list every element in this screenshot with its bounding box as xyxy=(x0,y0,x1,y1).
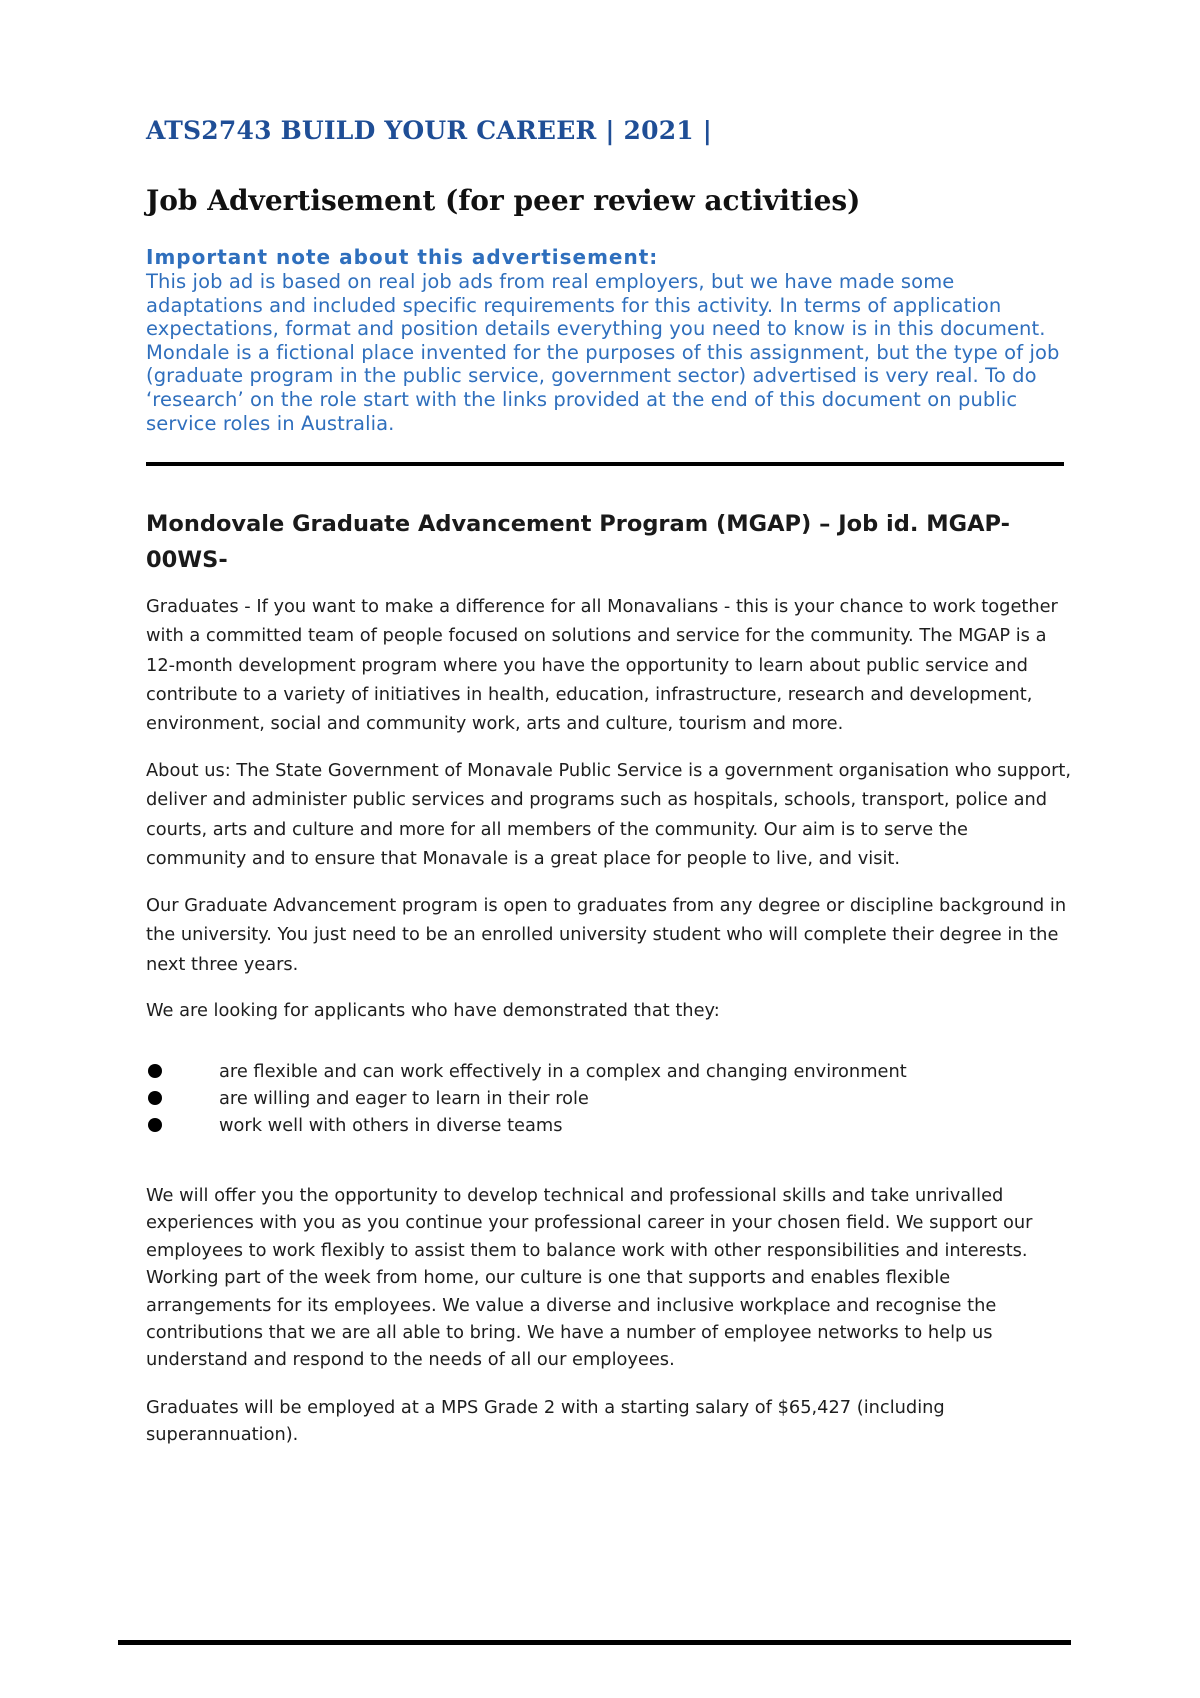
document-title: Job Advertisement (for peer review activities) xyxy=(146,184,861,217)
looking-for-paragraph: We are looking for applicants who have demonstrated that they: xyxy=(146,1000,720,1021)
note-heading: Important note about this advertisement: xyxy=(146,245,659,269)
salary-paragraph: Graduates will be employed at a MPS Grade 2 with a starting salary of $65,427 (including superannuation). xyxy=(146,1397,945,1446)
bullet-icon xyxy=(148,1064,162,1078)
eligibility-paragraph: Our Graduate Advancement program is open to graduates from any degree or discipline background in the university. You just need to be an enrolled university student who will complete their degree in the next three years. xyxy=(146,895,1067,975)
job-heading: Mondovale Graduate Advancement Program (MGAP) – Job id. MGAP-00WS- xyxy=(146,511,1010,573)
list-item-text: are willing and eager to learn in their role xyxy=(219,1088,589,1109)
important-note xyxy=(146,244,1066,435)
about-us-paragraph: About us: The State Government of Monavale Public Service is a government organisation who support, deliver and administer public services and programs such as hospitals, schools, transport, police and courts, arts and culture and more for all members of the community. Our aim is to serve the community and to ensure that Monavale is a great place for people to live, and visit. xyxy=(146,760,1072,869)
requirements-list xyxy=(146,1058,1046,1139)
list-item xyxy=(146,1112,1046,1139)
list-item-text: work well with others in diverse teams xyxy=(219,1115,563,1136)
offer-paragraph: We will offer you the opportunity to develop technical and professional skills and take unrivalled experiences with you as you continue your professional career in your chosen field. We support our employees to work flexibly to assist them to balance work with other responsibilities and interests. Working part of the week from home, our culture is one that supports and enables flexible arrangements for its employees. We value a diverse and inclusive workplace and recognise the contributions that we are all able to bring. We have a number of employee networks to help us understand and respond to the needs of all our employees. xyxy=(146,1185,1033,1371)
bullet-icon xyxy=(148,1091,162,1105)
course-title: ATS2743 BUILD YOUR CAREER | 2021 | xyxy=(146,116,713,145)
job-intro-paragraph: Graduates - If you want to make a difference for all Monavalians - this is your chance to work together with a committed team of people focused on solutions and service for the community. The MGAP is a 12-month development program where you have the opportunity to learn about public service and contribute to a variety of initiatives in health, education, infrastructure, research and development, environment, social and community work, arts and culture, tourism and more. xyxy=(146,596,1058,735)
list-item xyxy=(146,1058,1046,1085)
list-item xyxy=(146,1085,1046,1112)
bullet-icon xyxy=(148,1118,162,1132)
list-item-text: are flexible and can work effectively in a complex and changing environment xyxy=(219,1061,907,1082)
footer-divider xyxy=(118,1640,1071,1645)
note-body: This job ad is based on real job ads from real employers, but we have made some adaptations and included specific requirements for this activity. In terms of application expectations, format and position details everything you need to know is in this document. Mondale is a fictional place invented for the purposes of this assignment, but the type of job (graduate program in the public service, government sector) advertised is very real. To do ‘research’ on the role start with the links provided at the end of this document on public service roles in Australia. xyxy=(146,270,1060,435)
section-divider-top xyxy=(146,462,1064,466)
